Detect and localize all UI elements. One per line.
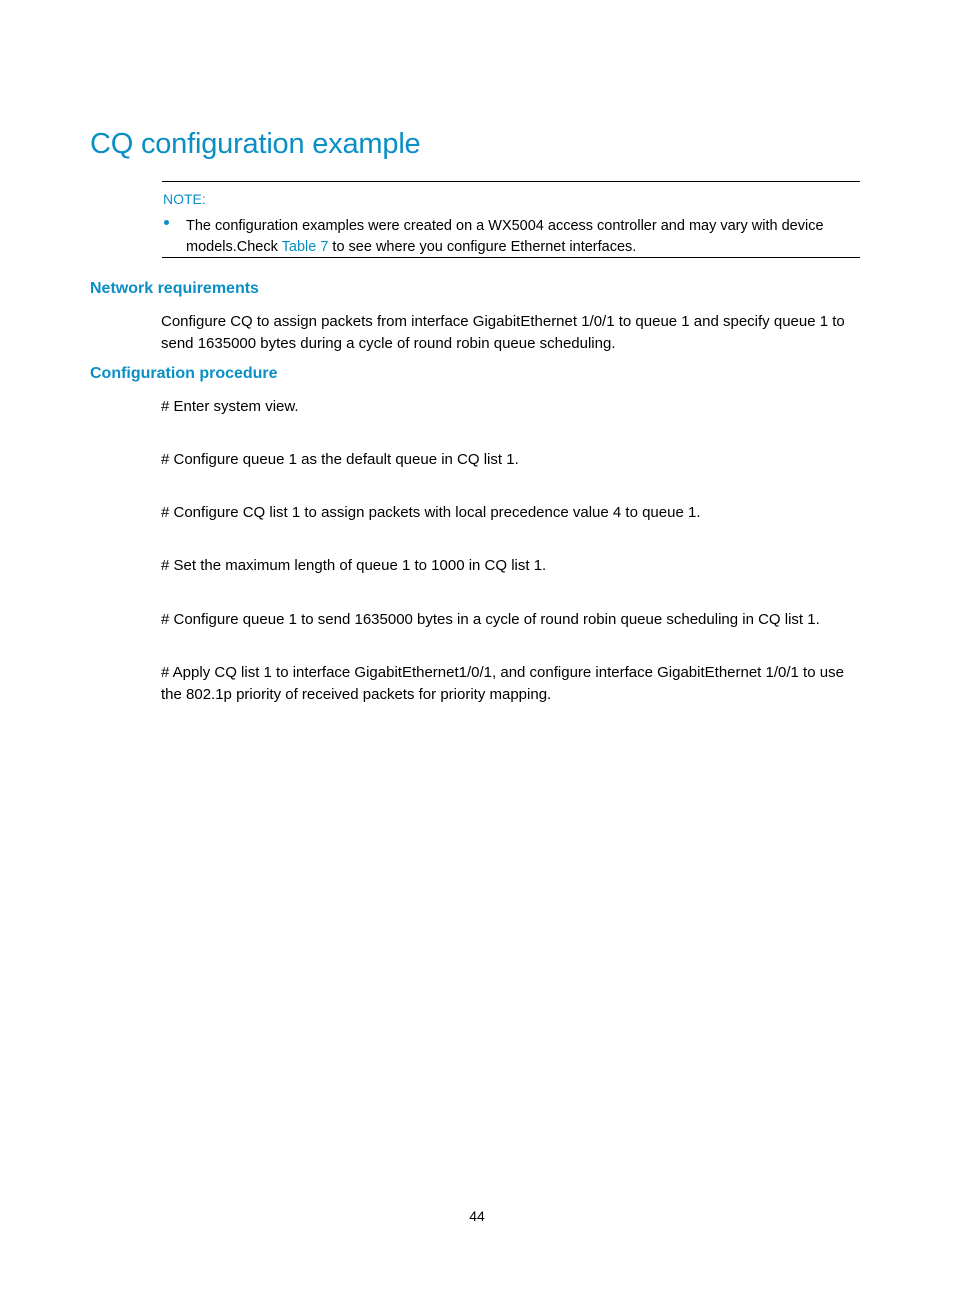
note-box [162,181,860,258]
note-text [186,216,858,258]
step-default-queue: # Configure queue 1 as the default queue in CQ list 1. [161,451,519,468]
page-title: CQ configuration example [90,128,421,160]
note-text-after-link: to see where you configure Ethernet interfaces. [328,239,637,255]
network-requirements-paragraph: Configure CQ to assign packets from interface GigabitEthernet 1/0/1 to queue 1 and specify queue 1 to send 1635000 bytes during a cycle of round robin queue scheduling. [161,313,845,352]
page-number: 44 [469,1208,485,1224]
note-text-before-link: The configuration examples were created on a WX5004 access controller and may vary with device models.Check [186,218,824,255]
note-label: NOTE: [163,191,206,207]
section-heading-network-requirements: Network requirements [90,280,259,297]
step-queue-length: # Set the maximum length of queue 1 to 1000 in CQ list 1. [161,557,547,574]
step-apply-cq-list: # Apply CQ list 1 to interface GigabitEthernet1/0/1, and configure interface GigabitEthernet 1/0/1 to use the 802.1p priority of received packets for priority mapping. [161,664,844,703]
bullet-icon [164,220,169,225]
table-7-link[interactable]: Table 7 [281,239,329,255]
step-enter-system-view: # Enter system view. [161,398,299,415]
step-send-bytes: # Configure queue 1 to send 1635000 bytes in a cycle of round robin queue scheduling in CQ list 1. [161,611,820,628]
section-heading-configuration-procedure: Configuration procedure [90,365,278,382]
step-local-precedence: # Configure CQ list 1 to assign packets with local precedence value 4 to queue 1. [161,504,701,521]
